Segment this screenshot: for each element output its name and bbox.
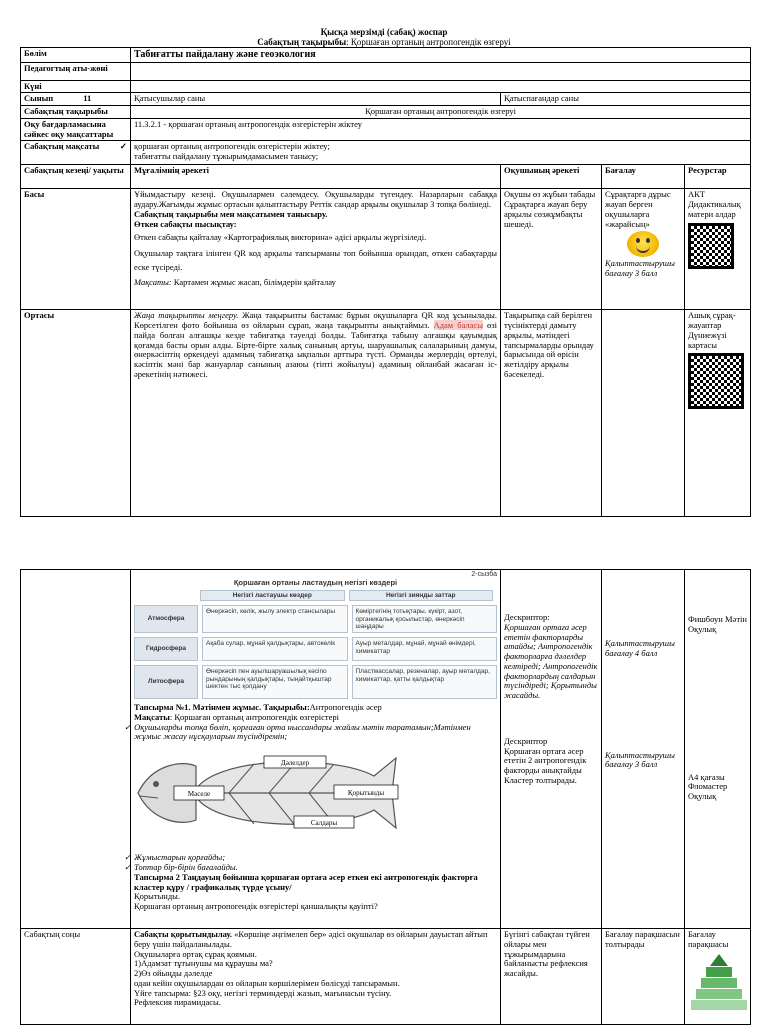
middle-p1	[134, 311, 497, 379]
descriptor2-text: Қоршаған ортаға әсер ететін 2 антропогендік факторды анықтайды Кластер толтырады.	[504, 745, 587, 785]
task2-assess: Қалыптастырушы бағалау 3 балл	[605, 749, 675, 770]
end-res-text: Бағалау парақшасы	[688, 929, 729, 949]
infographic-row-sources: Өнеркәсіп, көлік, жылу электр стансылары	[202, 605, 348, 633]
end-assess: Бағалау парақшасын толтырады	[602, 929, 685, 1025]
start-stage: Басы	[21, 189, 131, 310]
check-icon: ✓	[124, 852, 132, 863]
goals-label-cell	[21, 141, 131, 165]
end-p1-label: Сабақты қорытындылау.	[134, 929, 232, 939]
task2-question: Қоршаған ортаның антропогендік өзгерістері қаншалықты қауіпті?	[134, 901, 378, 912]
fishbone-problem: Мәселе	[187, 790, 211, 799]
infographic-col1: Негізгі ластаушы көздер	[200, 590, 345, 601]
spacer	[688, 571, 747, 615]
start-teacher	[131, 189, 501, 310]
class-cell	[21, 93, 131, 106]
descriptor2-label: Дескриптор	[504, 735, 548, 746]
middle-p1-rest: өзі пайда болған алғашқы кезде табиғатқа тәуелді болды. Табиғатқа табыну алғашқы қауымдық қоғамда басты орын алды. Бірте-бірте халық санының артуы, шаруашылық салаларының дамуы, өнеркәсіптің өркендеуі адамның табиғатқа ықпалын арттыра түсті. Орманды жерлердің өртелуі, кәсіптік мәні бар жануарлар санының азаюы (тіпті жойылуы) адамның ойланбай жасаған іс-әрекетінің нәтижесі.	[134, 320, 497, 379]
infographic-row-pollutants: Ауыр металдар, мұнай, мұнай өнімдері, химикаттар	[352, 637, 498, 661]
middle-cont-stage	[21, 570, 131, 929]
topic-value: : Қоршаған ортаның антропогендік өзгеруі	[346, 37, 511, 47]
section-label: Бөлім	[21, 48, 131, 63]
lesson-plan-table-page2	[20, 569, 751, 1025]
resources-cell	[685, 570, 751, 929]
spacer	[605, 659, 681, 751]
col-resources: Ресурстар	[685, 165, 751, 189]
objectives-label: Оқу бағдарламасына сәйкес оқу мақсаттары	[21, 118, 131, 141]
infographic-row-lithosphere	[134, 665, 497, 699]
check-icon: ✓	[119, 141, 127, 152]
col-assess: Бағалау	[602, 165, 685, 189]
infographic-header	[200, 590, 497, 601]
col-student: Оқушының әрекеті	[501, 165, 602, 189]
middle-res	[685, 310, 751, 517]
spacer	[605, 571, 681, 639]
goals-value	[131, 141, 751, 165]
infographic-row-label: Литосфера	[134, 665, 198, 699]
task2-check1-text: Жұмыстарын қорғайды;	[134, 852, 226, 863]
task1-aim-value: : Қоршаған ортаның антропогендік өзгерістері	[169, 711, 340, 722]
descriptor1-text: Қоршаған ортаға әсер ететін факторларды атайды; Антропогендік факторларға дәлелдер келтіреді; Антропогендік факторлардың салдарын түсіндіреді; Қорытынды жасайды.	[504, 621, 598, 701]
day-label: Күні	[21, 80, 131, 93]
end-stage: Сабақтың соңы	[21, 929, 131, 1025]
task1-res: Фишбоун Мәтін Оқулық	[688, 614, 747, 634]
spacer	[504, 701, 598, 737]
class-value: 11	[83, 93, 92, 104]
task1-aim-label: Мақсаты	[134, 711, 170, 722]
lesson-topic-label: Сабақтың тақырыбы	[21, 106, 131, 119]
document-subtitle	[0, 37, 768, 47]
middle-p1-highlight: Адам баласы	[433, 320, 483, 331]
middle-teacher	[131, 310, 501, 517]
end-p7: Рефлексия пирамидасы.	[134, 997, 221, 1008]
infographic-row-sources: Ақаба сулар, мұнай қалдықтары, автокөлік	[202, 637, 348, 661]
document-title: Қысқа мерзімді (сабақ) жоспар	[320, 27, 448, 37]
col-stage: Сабақтың кезеңі/ уақыты	[21, 165, 131, 189]
infographic-row-pollutants: Көміртегінің тотықтары, күкірт, азот, органикалық қосылыстар, өнеркәсіп шаңдары	[352, 605, 498, 633]
check-icon: ✓	[124, 721, 132, 732]
fishbone-conclusion: Қорытынды	[347, 789, 385, 798]
teacher-value	[131, 62, 751, 80]
participants-label: Қатысушылар саны	[131, 93, 501, 106]
start-res	[685, 189, 751, 310]
task2-res: А4 қағазы Фломастер Оқулық	[688, 771, 728, 802]
reflection-pyramid-icon	[688, 954, 750, 1010]
middle-stage: Ортасы	[21, 310, 131, 517]
start-p6	[134, 278, 497, 288]
spacer	[504, 571, 598, 613]
start-p3: Өткен сабақты пысықтау:	[134, 218, 237, 229]
topic-label: Сабақтың тақырыбы	[257, 37, 347, 47]
infographic-row-atmosphere	[134, 605, 497, 633]
objectives-value: 11.3.2.1 - қоршаған ортаның антропогендік өзгерістерін жіктеу	[131, 118, 751, 141]
infographic-row-pollutants: Пластмассалар, резеналар, ауыр металдар, химикаттар, қатты қалдықтар	[352, 665, 498, 699]
infographic-row-hydrosphere	[134, 637, 497, 661]
middle-p1-label: Жаңа тақырыпты меңгеру.	[134, 310, 239, 321]
assess-cell	[602, 570, 685, 929]
end-p6: Үйге тапсырма: §23 оқу, негізгі терминдерді жазып, мағынасын түсіну.	[134, 987, 392, 998]
task1-assess: Қалыптастырушы бағалау 4 балл	[605, 638, 675, 658]
start-assess1: Сұрақтарға дұрыс жауап берген оқушыларға «жарайсың»	[605, 189, 671, 229]
end-res	[685, 929, 751, 1025]
fishbone-evidence: Дәлелдер	[280, 759, 310, 768]
fishbone-diagram	[134, 746, 404, 841]
start-assess2: Қалыптастырушы бағалау 3 балл	[605, 258, 675, 279]
end-student: Бүгінгі сабақтан түйген ойлары мен тұжырымдарына байланысты рефлексия жасайды.	[501, 929, 602, 1025]
goals-line1: қоршаған ортаның антропогендік өзгерістерін жіктеу;	[134, 141, 330, 152]
goals-label: Сабақтың мақсаты	[24, 141, 100, 152]
infographic-row-sources: Өнеркәсіп пен ауылшаруашылық кәсіпо рындарының қалдықтары, тыңайтқыштар шектен тыс қолдану	[202, 665, 348, 699]
goals-line2: табиғатты пайдалану тұжырымдамасымен танысу;	[134, 151, 319, 162]
task2-check2-text: Топтар бір-бірін бағалайды.	[134, 861, 238, 872]
pollution-infographic	[134, 571, 497, 699]
day-value	[131, 80, 751, 93]
figure-number: 2-сызба	[471, 571, 497, 578]
infographic-col2: Негізгі зиянды заттар	[349, 590, 494, 601]
section-value: Табиғатты пайдалану және геоэкология	[131, 48, 751, 63]
teacher-label: Педагогтың аты-жөні	[21, 62, 131, 80]
end-p1-value: «Көршіңе әңгімелеп бер» әдісі оқушылар өз ойларын дауыстап айтып беру үшін пайдаланылады.	[134, 929, 488, 949]
middle-res-text: Ашық сұрақ-жауаптар Дүниежүзі картасы	[688, 310, 736, 350]
start-student: Оқушы өз жұбын табады Сұрақтарға жауап беру арқылы сөзжұмбақты шешеді.	[501, 189, 602, 310]
lesson-plan-table-page1	[20, 47, 751, 517]
start-p4: Өткен сабақты қайталау «Картографиялық викторина» әдісі арқылы жүргізіледі.	[134, 232, 427, 243]
check-icon: ✓	[124, 861, 132, 872]
lesson-topic-value: Қоршаған ортаның антропогендік өзгеруі	[131, 106, 751, 119]
spacer	[688, 635, 747, 773]
qr-code-icon	[688, 223, 734, 269]
end-p5: одан кейін оқушылардан өз ойларын көршілерімен бөлісуді тапсырамын.	[134, 977, 400, 988]
end-p4: 2)Өз ойыңды дәлелде	[134, 968, 213, 979]
start-p2: Сабақтың тақырыбы мен мақсатымен танысыру.	[134, 208, 328, 219]
end-teacher	[131, 929, 501, 1025]
smiley-icon	[627, 231, 659, 257]
task1-desc-text: Оқушыларды топқа бөліп, қорғаған орта ныссандары жайлы мәтін таратамын;Мәтінмен жұмыс жасау нұсқауларын түсіндіремін;	[134, 721, 471, 742]
start-res-text: АКТ Дидактикалық матери алдар	[688, 189, 741, 219]
start-p6-value: Картамен жұмыс жасап, білімдерін қайталау	[171, 277, 336, 288]
absent-label: Қатыспағандар саны	[501, 93, 751, 106]
end-p1	[134, 930, 497, 950]
infographic-row-label: Гидросфера	[134, 637, 198, 661]
start-assess	[602, 189, 685, 310]
qr-code-icon-2	[688, 353, 744, 409]
end-p3: 1)Адамзат тұтынушы ма құраушы ма?	[134, 958, 273, 969]
descriptors-cell	[501, 570, 602, 929]
middle-student: Тақырыпқа сай берілген түсініктерді дамыту арқылы, мәтіндегі тапсырмаларды орындау барысында ой өрісін жетілдіру арқылы бәсекеледі.	[501, 310, 602, 517]
infographic-row-label: Атмосфера	[134, 605, 198, 633]
class-label: Сынып	[24, 93, 54, 104]
task1-title-label: Тапсырма №1. Мәтінмен жұмыс. Тақырыбы:	[134, 702, 310, 713]
descriptor1-label: Дескриптор:	[504, 612, 550, 622]
task2-summary: Қорытынды.	[134, 891, 181, 902]
fishbone-consequences: Салдары	[310, 819, 338, 828]
task1-desc	[124, 721, 497, 743]
middle-cont-teacher	[124, 570, 501, 929]
start-p5: Оқушылар тақтаға ілінген QR код арқылы тапсырманы топ бойынша орындап, өткен сабақтарды еске түсіреді.	[134, 248, 497, 272]
start-p6-label: Мақсаты:	[134, 277, 172, 288]
end-p2: Оқушыларға ортақ сұрақ қоямын.	[134, 948, 257, 959]
col-teacher: Мұғалімнің әрекеті	[131, 165, 501, 189]
task1-title-value: Антропогендік әсер	[309, 702, 382, 713]
infographic-title: Қоршаған ортаны ластаудың негізгі көздері	[233, 578, 398, 588]
middle-p1-value: Жаңа тақырыпты бастамас бұрын оқушыларға QR код ұсынылады. Көрсетілген фото бойынша өз ойларын сұрап, жаңа тақырыпты анықтаймыз.	[134, 310, 497, 331]
middle-assess	[602, 310, 685, 517]
task2-title: Тапсырма 2 Таңдауың бойынша қоршаған ортаға әсер еткен екі антропогендік факторға кластер құру / графикалық түрде ұсыну/	[134, 871, 478, 892]
start-p1: Ұйымдастыру кезеңі. Оқушылармен сәлемдесу. Оқушыларды түгендеу. Назарларын сабаққа аудару.Жағымды жұмыс ортасын қалыптастыру Реттік сандар арқылы оқушылар 3 топқа бөлінеді.	[134, 189, 497, 210]
